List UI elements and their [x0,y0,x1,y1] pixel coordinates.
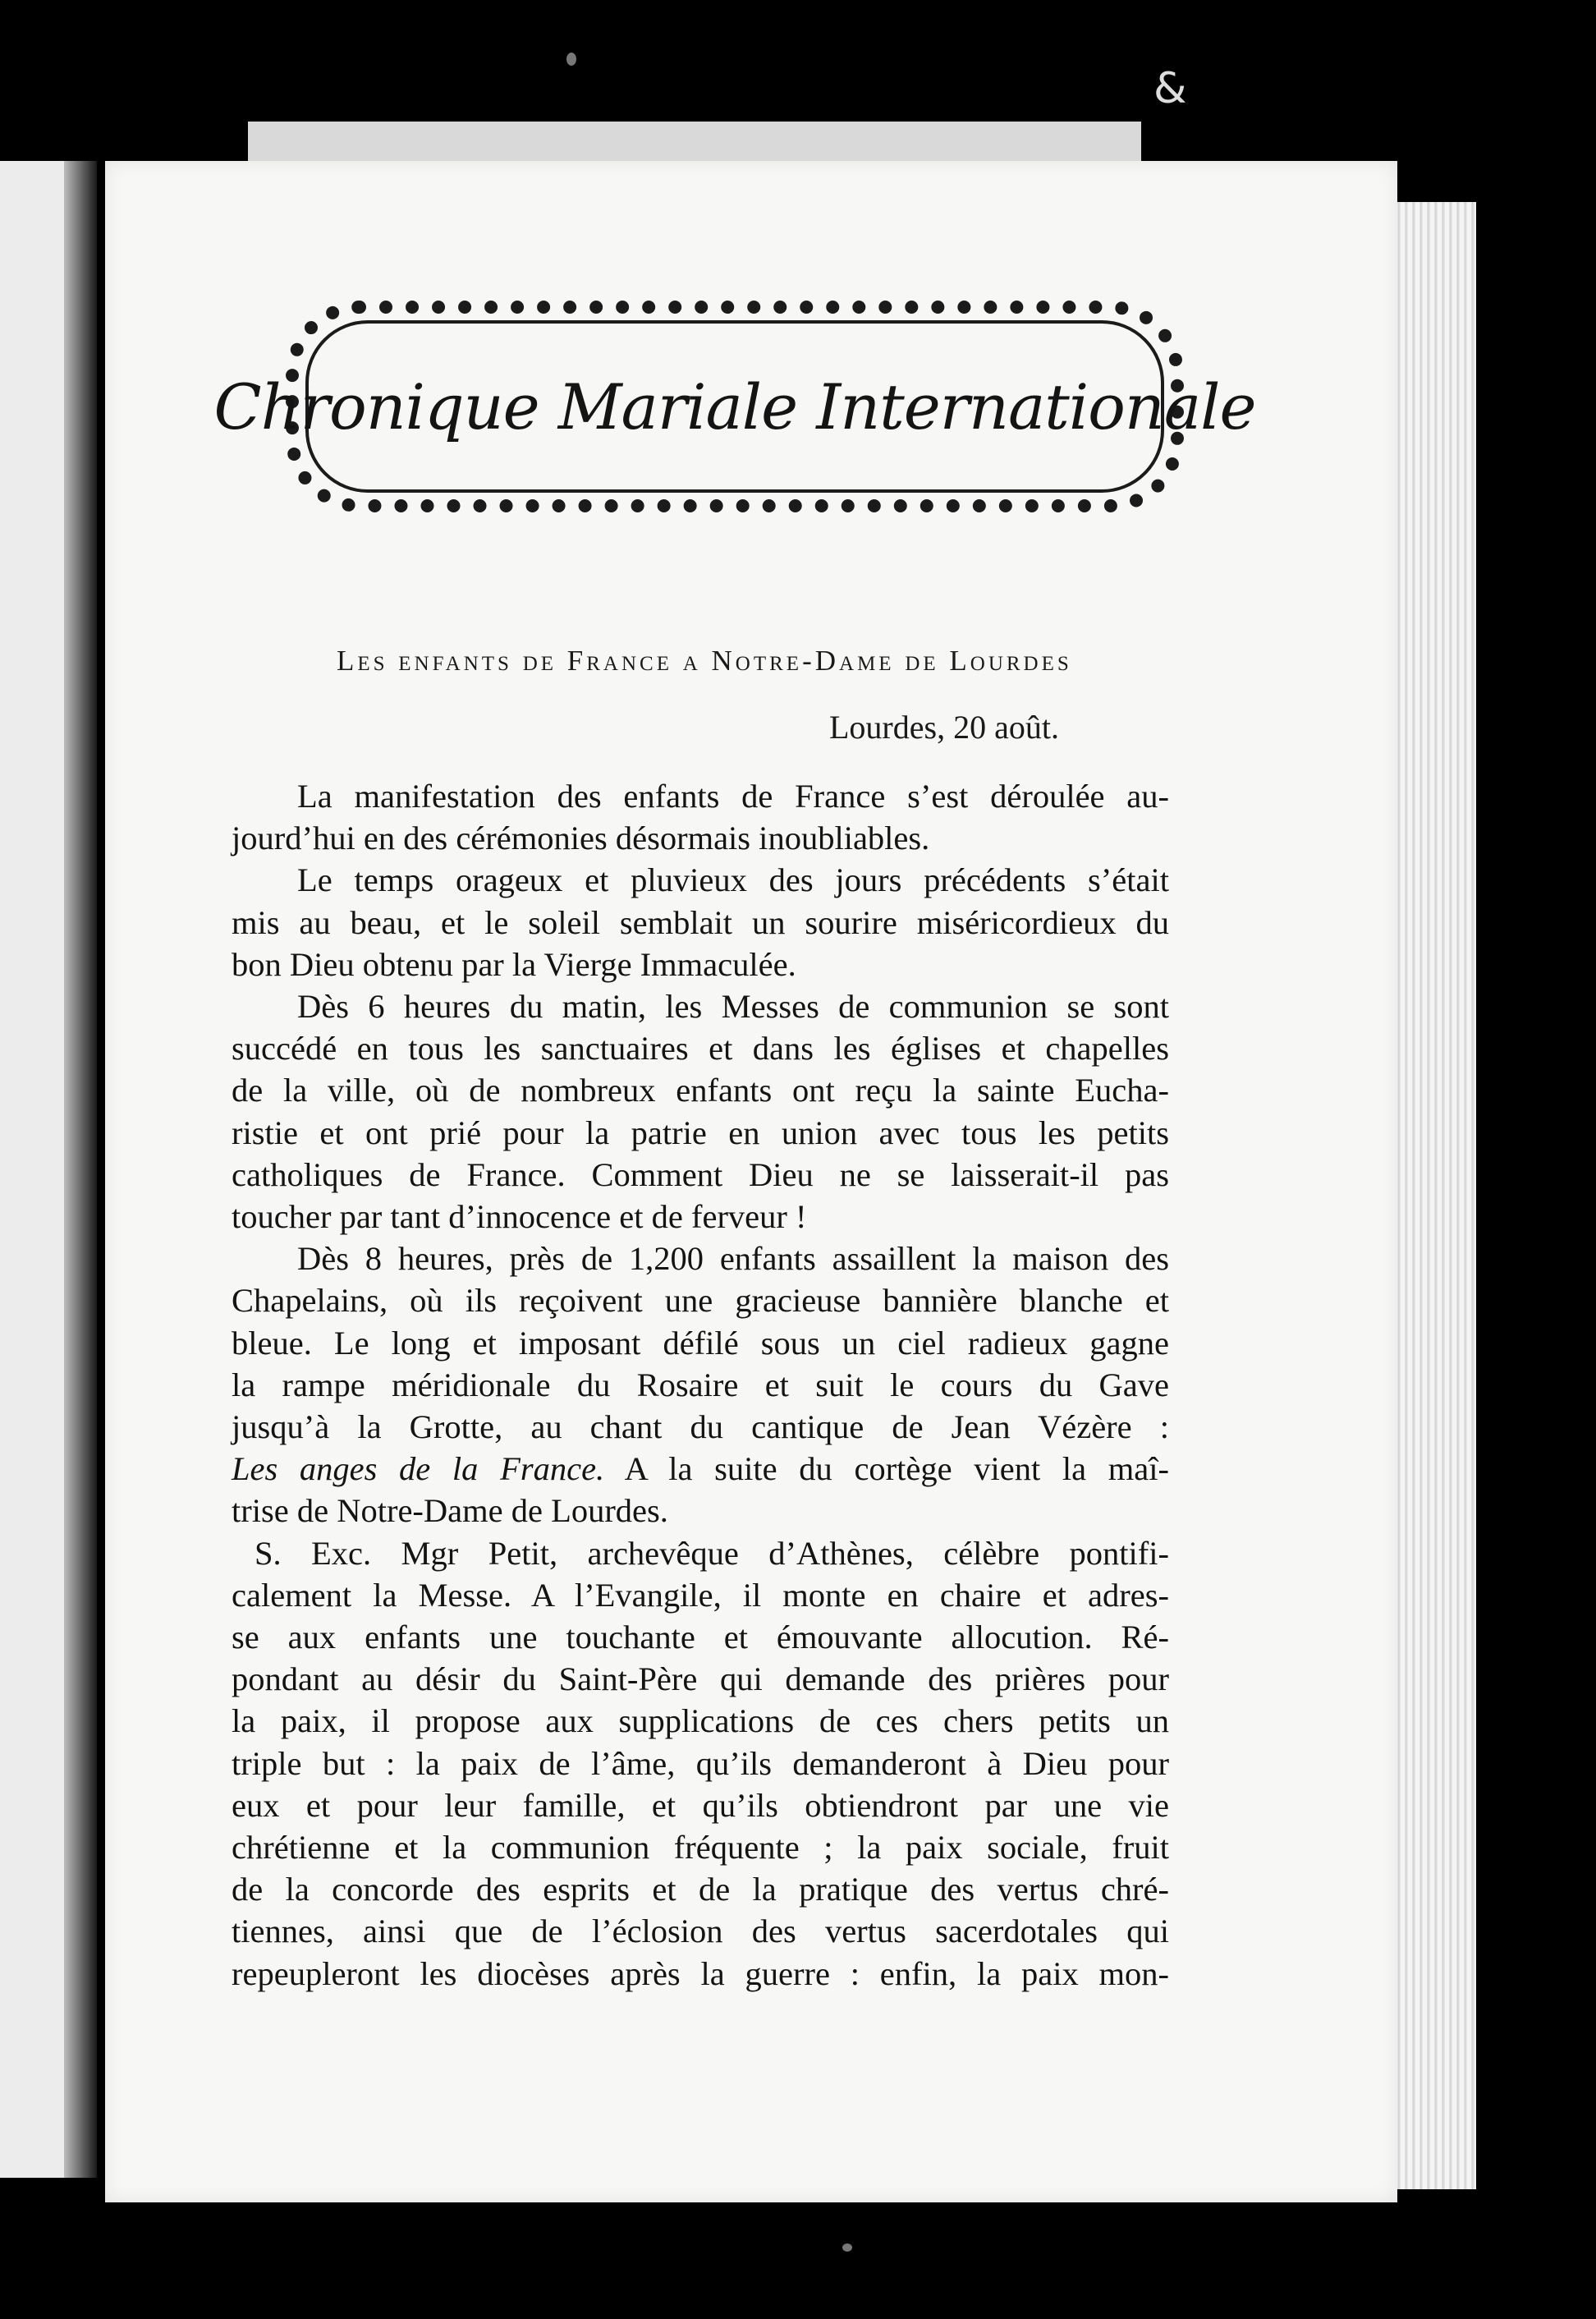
text-line: mis au beau, et le soleil semblait un sourire miséricordieux du [232,903,1169,941]
dust-speck [566,53,576,66]
text-line: La manifestation des enfants de France s’est déroulée au- [297,778,1169,815]
text-line: de la ville, où de nombreux enfants ont reçu la sainte Eucha- [232,1072,1169,1109]
text-line: eux et pour leur famille, et qu’ils obtiendront par une vie [232,1786,1169,1824]
text-line: catholiques de France. Comment Dieu ne se laisserait-il pas [232,1155,1169,1193]
text-line: la rampe méridionale du Rosaire et suit le cours du Gave [232,1366,1169,1403]
text-line: trise de Notre-Dame de Lourdes. [232,1492,668,1530]
text-line: jourd’hui en des cérémonies désormais inoubliables. [232,820,930,857]
text-line: de la concorde des esprits et de la pratique des vertus chré- [232,1871,1169,1908]
text-line: toucher par tant d’innocence et de ferveur ! [232,1198,807,1236]
text-line: bleue. Le long et imposant défilé sous un ciel radieux gagne [232,1324,1169,1362]
text-line: pondant au désir du Saint-Père qui demande des prières pour [232,1660,1169,1698]
text-line: chrétienne et la communion fréquente ; la paix sociale, fruit [232,1829,1169,1867]
text-line: repeupleront les diocèses après la guerre : enfin, la paix mon- [232,1954,1169,1992]
text-line: Le temps orageux et pluvieux des jours précédents s’était [297,861,1169,899]
text-line: S. Exc. Mgr Petit, archevêque d’Athènes, célèbre pontifi- [255,1534,1169,1572]
italic-title: Les anges de la France. [232,1450,605,1488]
text-line: tiennes, ainsi que de l’éclosion des vertus sacerdotales qui [232,1913,1169,1950]
text-line: succédé en tous les sanctuaires et dans les églises et chapelles [232,1030,1169,1068]
text-line: bon Dieu obtenu par la Vierge Immaculée. [232,945,796,983]
ornamental-header-frame [213,301,1256,512]
article-body [232,775,1169,1995]
book-gutter [64,161,97,2178]
text-line: Chapelains, où ils reçoivent une gracieuse bannière blanche et [232,1282,1169,1320]
dust-speck [842,2243,852,2252]
text-line: Dès 6 heures du matin, les Messes de communion se sont [297,988,1169,1026]
text-line-italic-start: Les anges de la France. A la suite du cortège vient la maî- [232,1450,1169,1488]
text-line: la paix, il propose aux supplications de ces chers petits un [232,1702,1169,1740]
margin-mark: & [1153,64,1187,113]
text-line: calement la Messe. A l’Evangile, il monte en chaire et adres- [232,1576,1169,1614]
page-title: Chronique Mariale Internationale [213,370,1256,443]
left-facing-page [0,161,72,2178]
text-line: ristie et ont prié pour la patrie en union avec tous les petits [232,1114,1169,1151]
article-dateline: Lourdes, 20 août. [829,709,1059,746]
text-line: jusqu’à la Grotte, au chant du cantique de Jean Vézère : [232,1408,1169,1446]
text-line: Dès 8 heures, près de 1,200 enfants assaillent la maison des [297,1240,1169,1278]
text-line: triple but : la paix de l’âme, qu’ils demanderont à Dieu pour [232,1744,1169,1782]
article-heading: Les enfants de France a Notre-Dame de Lourdes [337,645,1072,677]
text-line: se aux enfants une touchante et émouvante allocution. Ré- [232,1619,1169,1656]
